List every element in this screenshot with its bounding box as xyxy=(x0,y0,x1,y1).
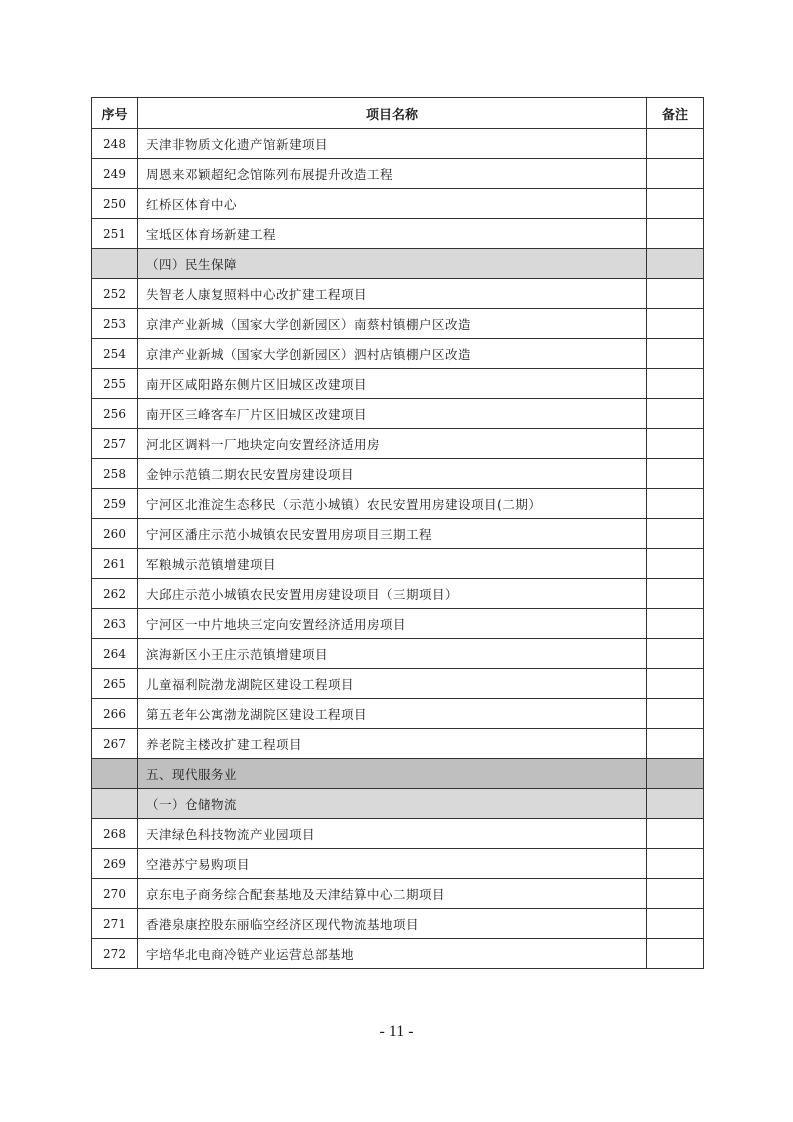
row-note xyxy=(647,759,704,789)
row-number: 261 xyxy=(92,549,138,579)
row-note xyxy=(647,279,704,309)
project-name: 养老院主楼改扩建工程项目 xyxy=(138,729,647,759)
table-row xyxy=(92,819,704,849)
row-number: 263 xyxy=(92,609,138,639)
table-row xyxy=(92,639,704,669)
row-note xyxy=(647,699,704,729)
row-note xyxy=(647,669,704,699)
project-name: 失智老人康复照料中心改扩建工程项目 xyxy=(138,279,647,309)
table-row xyxy=(92,279,704,309)
row-note xyxy=(647,939,704,969)
row-number: 255 xyxy=(92,369,138,399)
row-number: 252 xyxy=(92,279,138,309)
project-name: 京津产业新城（国家大学创新园区）泗村店镇棚户区改造 xyxy=(138,339,647,369)
row-note xyxy=(647,609,704,639)
table-header-row xyxy=(92,98,704,129)
project-name: 滨海新区小王庄示范镇增建项目 xyxy=(138,639,647,669)
table-row xyxy=(92,549,704,579)
project-name: 南开区三峰客车厂片区旧城区改建项目 xyxy=(138,399,647,429)
row-note xyxy=(647,519,704,549)
section-title: （四）民生保障 xyxy=(138,249,647,279)
row-number xyxy=(92,249,138,279)
row-number: 248 xyxy=(92,129,138,159)
project-name: 河北区调料一厂地块定向安置经济适用房 xyxy=(138,429,647,459)
section-row xyxy=(92,249,704,279)
table-row xyxy=(92,849,704,879)
page-number: - 11 - xyxy=(379,1023,414,1040)
row-note xyxy=(647,459,704,489)
project-name: 香港泉康控股东丽临空经济区现代物流基地项目 xyxy=(138,909,647,939)
table-row xyxy=(92,669,704,699)
row-number: 266 xyxy=(92,699,138,729)
table-row xyxy=(92,489,704,519)
row-note xyxy=(647,879,704,909)
section-title: （一）仓储物流 xyxy=(138,789,647,819)
table-row xyxy=(92,939,704,969)
row-number xyxy=(92,759,138,789)
table-row xyxy=(92,219,704,249)
project-name: 天津绿色科技物流产业园项目 xyxy=(138,819,647,849)
table-row xyxy=(92,519,704,549)
table-row xyxy=(92,729,704,759)
table-row xyxy=(92,309,704,339)
table-body xyxy=(92,129,704,969)
project-table xyxy=(91,97,704,969)
row-note xyxy=(647,219,704,249)
row-note xyxy=(647,909,704,939)
row-number: 270 xyxy=(92,879,138,909)
table-row xyxy=(92,699,704,729)
row-note xyxy=(647,579,704,609)
project-name: 大邱庄示范小城镇农民安置用房建设项目（三期项目） xyxy=(138,579,647,609)
row-number: 249 xyxy=(92,159,138,189)
header-note: 备注 xyxy=(647,98,704,129)
table-row xyxy=(92,429,704,459)
row-note xyxy=(647,549,704,579)
row-number: 258 xyxy=(92,459,138,489)
row-note xyxy=(647,639,704,669)
project-name: 空港苏宁易购项目 xyxy=(138,849,647,879)
section-row xyxy=(92,759,704,789)
project-name: 周恩来邓颖超纪念馆陈列布展提升改造工程 xyxy=(138,159,647,189)
row-number: 250 xyxy=(92,189,138,219)
row-number: 264 xyxy=(92,639,138,669)
row-note xyxy=(647,369,704,399)
row-note xyxy=(647,729,704,759)
header-no: 序号 xyxy=(92,98,138,129)
row-note xyxy=(647,789,704,819)
row-note xyxy=(647,129,704,159)
row-note xyxy=(647,489,704,519)
row-number: 257 xyxy=(92,429,138,459)
row-note xyxy=(647,819,704,849)
project-name: 宁河区一中片地块三定向安置经济适用房项目 xyxy=(138,609,647,639)
row-note xyxy=(647,309,704,339)
row-note xyxy=(647,249,704,279)
project-name: 宝坻区体育场新建工程 xyxy=(138,219,647,249)
row-note xyxy=(647,399,704,429)
row-number: 256 xyxy=(92,399,138,429)
table-row xyxy=(92,129,704,159)
row-number: 269 xyxy=(92,849,138,879)
project-name: 宇培华北电商冷链产业运营总部基地 xyxy=(138,939,647,969)
project-name: 军粮城示范镇增建项目 xyxy=(138,549,647,579)
section-row xyxy=(92,789,704,819)
project-name: 金钟示范镇二期农民安置房建设项目 xyxy=(138,459,647,489)
table-row xyxy=(92,459,704,489)
row-number: 254 xyxy=(92,339,138,369)
project-name: 第五老年公寓渤龙湖院区建设工程项目 xyxy=(138,699,647,729)
header-name: 项目名称 xyxy=(138,98,647,129)
table-row xyxy=(92,879,704,909)
row-number: 271 xyxy=(92,909,138,939)
project-name: 宁河区北淮淀生态移民（示范小城镇）农民安置用房建设项目(二期） xyxy=(138,489,647,519)
row-number: 260 xyxy=(92,519,138,549)
row-number xyxy=(92,789,138,819)
row-number: 268 xyxy=(92,819,138,849)
row-note xyxy=(647,159,704,189)
project-name: 南开区咸阳路东侧片区旧城区改建项目 xyxy=(138,369,647,399)
row-number: 267 xyxy=(92,729,138,759)
row-note xyxy=(647,849,704,879)
row-number: 272 xyxy=(92,939,138,969)
project-name: 宁河区潘庄示范小城镇农民安置用房项目三期工程 xyxy=(138,519,647,549)
project-name: 京东电子商务综合配套基地及天津结算中心二期项目 xyxy=(138,879,647,909)
table-row xyxy=(92,339,704,369)
table-row xyxy=(92,579,704,609)
row-number: 251 xyxy=(92,219,138,249)
project-name: 儿童福利院渤龙湖院区建设工程项目 xyxy=(138,669,647,699)
row-number: 259 xyxy=(92,489,138,519)
row-note xyxy=(647,339,704,369)
table-row xyxy=(92,189,704,219)
project-name: 天津非物质文化遗产馆新建项目 xyxy=(138,129,647,159)
row-note xyxy=(647,429,704,459)
section-title: 五、现代服务业 xyxy=(138,759,647,789)
row-number: 265 xyxy=(92,669,138,699)
table-row xyxy=(92,369,704,399)
table-row xyxy=(92,609,704,639)
row-note xyxy=(647,189,704,219)
project-name: 红桥区体育中心 xyxy=(138,189,647,219)
table-row xyxy=(92,909,704,939)
table-row xyxy=(92,159,704,189)
row-number: 253 xyxy=(92,309,138,339)
row-number: 262 xyxy=(92,579,138,609)
project-name: 京津产业新城（国家大学创新园区）南蔡村镇棚户区改造 xyxy=(138,309,647,339)
table-row xyxy=(92,399,704,429)
